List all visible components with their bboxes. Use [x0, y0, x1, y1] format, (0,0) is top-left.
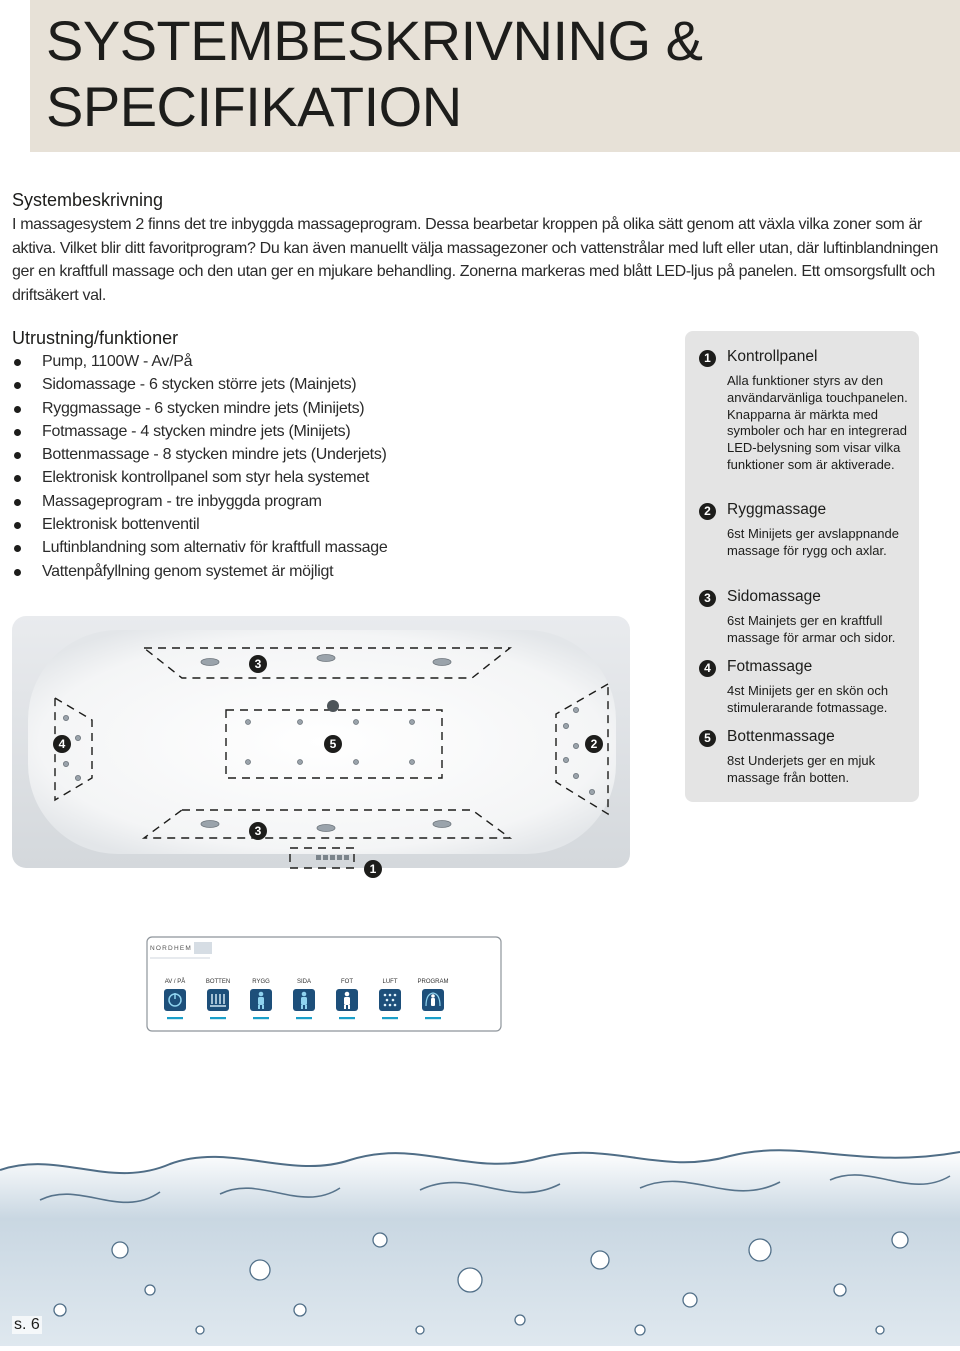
feature-text: Bottenmassage - 8 stycken mindre jets (Underjets): [42, 446, 387, 464]
list-item: [12, 560, 387, 583]
botten-button[interactable]: [207, 989, 229, 1011]
marker-number: 3: [254, 824, 262, 838]
led-indicator: [167, 1017, 183, 1019]
jet-icon: [201, 821, 219, 828]
list-item: [12, 513, 387, 536]
power-button[interactable]: [164, 989, 186, 1011]
jet-icon: [573, 707, 578, 712]
list-item: [12, 420, 387, 443]
list-item: [12, 490, 387, 513]
list-item: [12, 466, 387, 489]
bullet-icon: [14, 429, 21, 436]
page-header: [0, 0, 960, 152]
bubble-icon: [145, 1285, 155, 1295]
panel-label: PROGRAM: [417, 979, 449, 985]
legend-title: Ryggmassage: [727, 501, 827, 518]
number-badge-icon: 2: [699, 503, 716, 520]
jet-icon: [246, 760, 251, 765]
control-panel-illustration: [146, 936, 502, 1032]
jet-icon: [433, 821, 451, 828]
panel-button-icon: [323, 855, 328, 860]
system-description-heading: Systembeskrivning: [12, 190, 164, 210]
water-splash-drawing: [0, 1130, 960, 1346]
legend-title: Sidomassage: [727, 588, 821, 605]
panel-label: RYGG: [252, 979, 270, 985]
panel-button-icon: [316, 855, 321, 860]
led-indicator: [382, 1017, 398, 1019]
drain-icon: [327, 700, 339, 712]
list-item: [12, 536, 387, 559]
legend-title: Kontrollpanel: [727, 348, 818, 365]
bullet-icon: [14, 499, 21, 506]
page-title: [46, 8, 946, 140]
number-badge-icon: 3: [699, 590, 716, 607]
number-badge-icon: 1: [699, 350, 716, 367]
bubble-icon: [749, 1239, 771, 1261]
bubble-icon: [54, 1304, 66, 1316]
bullet-icon: [14, 475, 21, 482]
panel-button-icon: [337, 855, 342, 860]
control-panel-drawing: [146, 936, 502, 1032]
feature-text: Elektronisk bottenventil: [42, 516, 200, 534]
list-item: [12, 397, 387, 420]
system-description-text: I massagesystem 2 finns det tre inbyggda massageprogram. Dessa bearbetar kroppen på olika sätt genom att växla vilka zoner som är aktiva. Vilket blir ditt favoritprogram? Du kan även manuellt välja massagezoner och vattenstrålar med luft eller utan, där luftinblandningen ger en kraftfull massage och den utan ger en mjukare behandling. Zonerna markeras med blått LED-ljus på panelen. Ett omsorgsfullt och driftsäkert val.: [12, 216, 938, 304]
jet-icon: [63, 761, 68, 766]
bullet-icon: [14, 545, 21, 552]
bubble-icon: [834, 1284, 846, 1296]
marker-number: 5: [329, 737, 337, 751]
panel-button-icon: [330, 855, 335, 860]
feature-text: Pump, 1100W - Av/På: [42, 353, 193, 370]
led-indicator: [253, 1017, 269, 1019]
bubble-icon: [515, 1315, 525, 1325]
jet-icon: [75, 775, 80, 780]
legend-description: 8st Underjets ger en mjuk massage från botten.: [727, 753, 876, 785]
legend-description: Alla funktioner styrs av den användarvänliga touchpanelen. Knapparna är märkta med symboler och har en integrerad LED-belysning som visar vilka funktioner som är aktiverade.: [727, 373, 908, 472]
bubble-icon: [458, 1268, 482, 1292]
jet-icon: [433, 659, 451, 666]
tub-basin: [28, 630, 616, 854]
jet-icon: [298, 720, 303, 725]
jet-icon: [75, 735, 80, 740]
jet-icon: [410, 720, 415, 725]
led-indicator: [210, 1017, 226, 1019]
legend-description: 6st Minijets ger avslappnande massage för rygg och axlar.: [727, 526, 899, 558]
list-item: [12, 373, 387, 396]
bubble-icon: [112, 1242, 128, 1258]
bullet-icon: [14, 359, 21, 366]
bullet-icon: [14, 522, 21, 529]
bubble-icon: [683, 1293, 697, 1307]
features-heading: Utrustning/funktioner: [12, 328, 179, 348]
page-number: s. 6: [14, 1316, 40, 1333]
jet-icon: [201, 659, 219, 666]
bubble-icon: [250, 1260, 270, 1280]
bathtub-drawing: [0, 610, 640, 890]
marker-number: 4: [58, 737, 66, 751]
legend-title: Fotmassage: [727, 658, 813, 675]
jet-icon: [298, 760, 303, 765]
led-indicator: [425, 1017, 441, 1019]
feature-text: Ryggmassage - 6 stycken mindre jets (Minijets): [42, 399, 365, 417]
bubble-icon: [591, 1251, 609, 1269]
jet-icon: [354, 720, 359, 725]
program-figure-icon: [431, 994, 435, 1006]
panel-label: AV / PÅ: [164, 979, 186, 985]
page-title-line-2: SPECIFIKATION: [46, 75, 462, 138]
marker-number: 3: [254, 657, 262, 671]
bullet-icon: [14, 382, 21, 389]
jet-icon: [63, 715, 68, 720]
features-list: [12, 350, 387, 583]
feature-text: Elektronisk kontrollpanel som styr hela systemet: [42, 469, 370, 487]
jet-icon: [573, 773, 578, 778]
panel-label: SIDA: [296, 979, 312, 985]
bullet-icon: [14, 452, 21, 459]
feature-text: Luftinblandning som alternativ för kraftfull massage: [42, 539, 388, 557]
luft-button[interactable]: [379, 989, 401, 1011]
panel-label: FOT: [341, 979, 353, 985]
panel-brand: NORDHEM: [150, 945, 192, 952]
bathtub-illustration: [0, 610, 640, 890]
bubble-icon: [196, 1326, 204, 1334]
feature-text: Vattenpåfyllning genom systemet är möjligt: [42, 562, 334, 580]
jet-icon: [410, 760, 415, 765]
jet-icon: [563, 723, 568, 728]
water-splash-image: [0, 1130, 960, 1346]
panel-label: LUFT: [382, 979, 398, 985]
feature-text: Sidomassage - 6 stycken större jets (Mainjets): [42, 376, 357, 394]
number-badge-icon: 4: [699, 660, 716, 677]
bullet-icon: [14, 406, 21, 413]
bubble-icon: [635, 1325, 645, 1335]
list-item: [12, 350, 387, 373]
jet-icon: [589, 789, 594, 794]
water-surface: [0, 1150, 960, 1346]
bubble-icon: [892, 1232, 908, 1248]
led-indicator: [339, 1017, 355, 1019]
feature-text: Fotmassage - 4 stycken mindre jets (Minijets): [42, 422, 351, 440]
list-item: [12, 443, 387, 466]
number-badge-icon: 5: [699, 730, 716, 747]
page-title-line-1: SYSTEMBESKRIVNING &: [46, 9, 703, 72]
bubble-icon: [876, 1326, 884, 1334]
marker-number: 2: [590, 737, 598, 751]
brand-logo-icon: [194, 942, 212, 954]
legend-title: Bottenmassage: [727, 728, 835, 745]
legend-description: 6st Mainjets ger en kraftfull massage för armar och sidor.: [727, 613, 896, 645]
jet-icon: [354, 760, 359, 765]
marker-number: 1: [369, 862, 377, 876]
bubble-icon: [416, 1326, 424, 1334]
jet-icon: [317, 655, 335, 662]
jet-icon: [563, 757, 568, 762]
panel-label: BOTTEN: [205, 979, 231, 985]
panel-button-icon: [344, 855, 349, 860]
bubble-icon: [373, 1233, 387, 1247]
bubble-icon: [294, 1304, 306, 1316]
jet-icon: [573, 743, 578, 748]
legend-description: 4st Minijets ger en skön och stimulerarande fotmassage.: [727, 683, 889, 715]
feature-text: Massageprogram - tre inbyggda program: [42, 492, 322, 510]
legend-panel: [685, 331, 919, 802]
jet-icon: [317, 825, 335, 832]
jet-icon: [246, 720, 251, 725]
led-indicator: [296, 1017, 312, 1019]
bullet-icon: [14, 569, 21, 576]
header-edge: [0, 0, 30, 152]
